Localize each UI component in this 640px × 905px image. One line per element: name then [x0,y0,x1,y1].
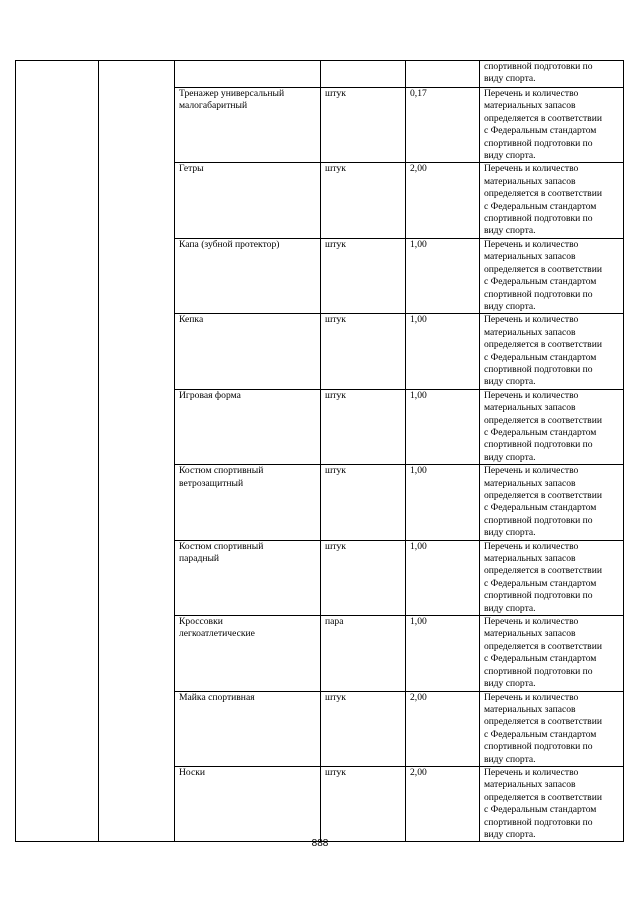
unit-cell: штук [321,540,406,615]
item-name-cell [175,61,321,88]
note-cell: Перечень и количество материальных запасов определяется в соответствии с Федеральным стандартом спортивной подготовки по виду спорта. [480,163,624,238]
quantity-cell: 1,00 [406,540,480,615]
quantity-cell: 0,17 [406,88,480,163]
item-name-cell: Капа (зубной протектор) [175,238,321,313]
note-cell: Перечень и количество материальных запасов определяется в соответствии с Федеральным стандартом спортивной подготовки по виду спорта. [480,465,624,540]
item-name-cell: Носки [175,766,321,841]
note-cell: Перечень и количество материальных запасов определяется в соответствии с Федеральным стандартом спортивной подготовки по виду спорта. [480,540,624,615]
quantity-cell: 1,00 [406,616,480,691]
item-name-cell: Майка спортивная [175,691,321,766]
note-cell: Перечень и количество материальных запасов определяется в соответствии с Федеральным стандартом спортивной подготовки по виду спорта. [480,691,624,766]
note-cell: Перечень и количество материальных запасов определяется в соответствии с Федеральным стандартом спортивной подготовки по виду спорта. [480,616,624,691]
item-name-cell: Гетры [175,163,321,238]
merged-cell-col2 [99,61,175,842]
item-name-cell: Игровая форма [175,389,321,464]
unit-cell: штук [321,389,406,464]
note-cell: Перечень и количество материальных запасов определяется в соответствии с Федеральным стандартом спортивной подготовки по виду спорта. [480,88,624,163]
unit-cell: штук [321,88,406,163]
quantity-cell: 1,00 [406,389,480,464]
quantity-cell: 2,00 [406,766,480,841]
quantity-cell: 2,00 [406,163,480,238]
unit-cell: штук [321,691,406,766]
item-name-cell: Кроссовки легкоатлетические [175,616,321,691]
quantity-cell [406,61,480,88]
note-cell: Перечень и количество материальных запасов определяется в соответствии с Федеральным стандартом спортивной подготовки по виду спорта. [480,766,624,841]
note-cell: Перечень и количество материальных запасов определяется в соответствии с Федеральным стандартом спортивной подготовки по виду спорта. [480,314,624,389]
unit-cell: штук [321,163,406,238]
unit-cell: штук [321,314,406,389]
item-name-cell: Костюм спортивный ветрозащитный [175,465,321,540]
item-name-cell: Тренажер универсальный малогабаритный [175,88,321,163]
quantity-cell: 1,00 [406,314,480,389]
quantity-cell: 2,00 [406,691,480,766]
note-cell: Перечень и количество материальных запасов определяется в соответствии с Федеральным стандартом спортивной подготовки по виду спорта. [480,389,624,464]
merged-cell-col1 [16,61,99,842]
unit-cell: пара [321,616,406,691]
table-row [16,61,624,88]
materials-table [15,60,624,842]
page-number: 888 [311,838,329,849]
unit-cell [321,61,406,88]
item-name-cell: Кепка [175,314,321,389]
unit-cell: штук [321,465,406,540]
unit-cell: штук [321,766,406,841]
note-cell: Перечень и количество материальных запасов определяется в соответствии с Федеральным стандартом спортивной подготовки по виду спорта. [480,238,624,313]
unit-cell: штук [321,238,406,313]
quantity-cell: 1,00 [406,238,480,313]
item-name-cell: Костюм спортивный парадный [175,540,321,615]
quantity-cell: 1,00 [406,465,480,540]
note-cell: спортивной подготовки по виду спорта. [480,61,624,88]
